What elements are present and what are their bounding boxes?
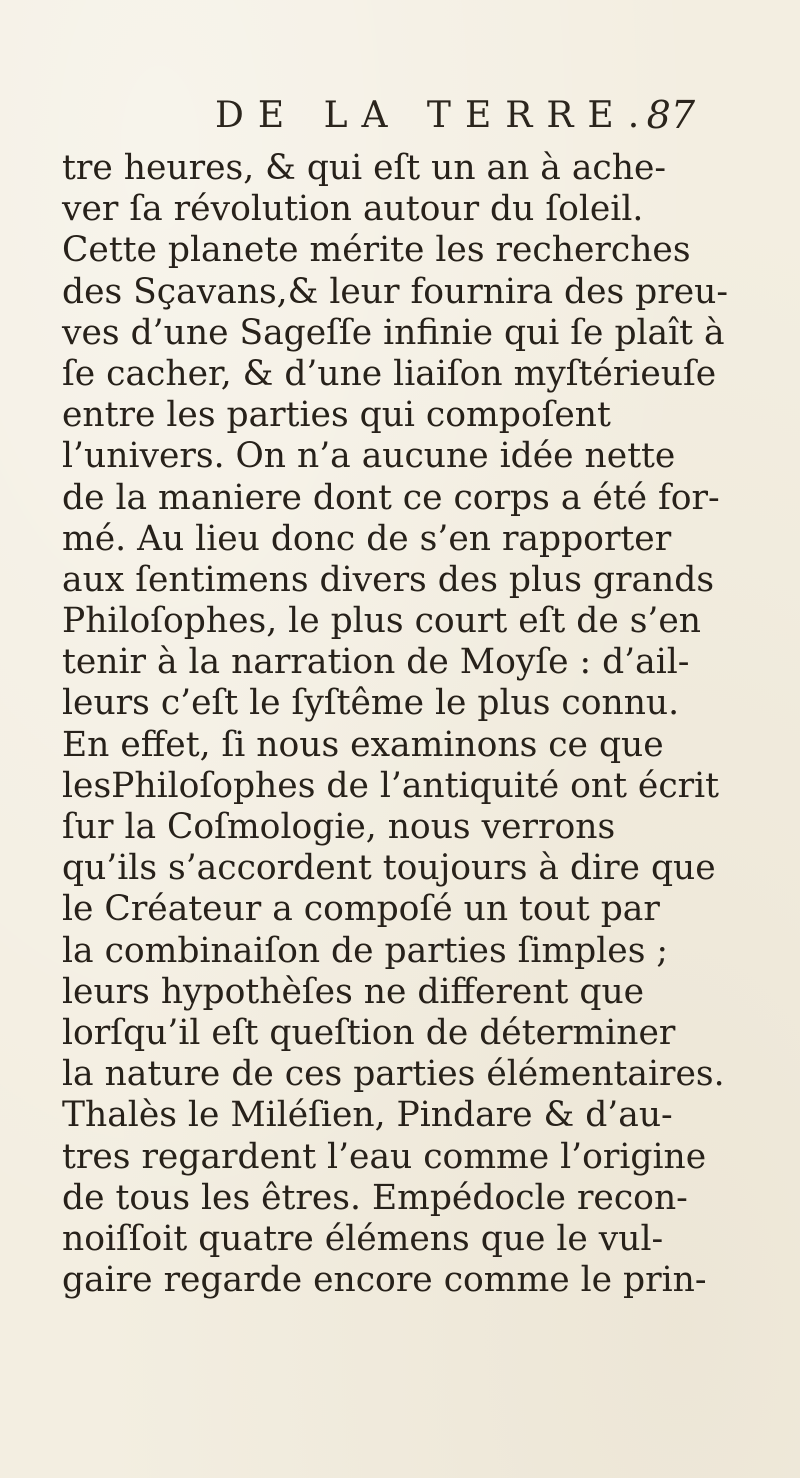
text-line: leurs c’eſt le ſyſtême le plus connu. [62, 683, 680, 724]
text-line: le Créateur a compoſé un tout par [62, 889, 660, 930]
text-line: ver ſa révolution autour du ſoleil. [62, 189, 644, 230]
text-line: Thalès le Miléſien, Pindare & d’au- [62, 1095, 673, 1136]
text-line: leurs hypothèſes ne different que [62, 971, 645, 1012]
text-line: lesPhiloſophes de l’antiquité ont écrit [62, 765, 720, 806]
text-line: la nature de ces parties élémentaires. [62, 1054, 725, 1095]
text-line: l’univers. On n’a aucune idée nette [62, 436, 676, 477]
body-text [62, 148, 800, 1301]
text-line: qu’ils s’accordent toujours à dire que [62, 848, 716, 889]
text-line: ves d’une Sageſſe infinie qui ſe plaît à [62, 312, 725, 353]
running-head-title: DE LA TERRE. [215, 95, 654, 136]
page-number: 87 [646, 93, 695, 137]
text-line: aux ſentimens divers des plus grands [62, 559, 715, 600]
text-line: de la maniere dont ce corps a été for- [62, 477, 720, 518]
text-line: ſe cacher, & d’une liaiſon myſtérieuſe [62, 353, 717, 394]
text-line: des Sçavans,& leur fournira des preu- [62, 271, 729, 312]
text-line: lorſqu’il eſt queſtion de déterminer [62, 1012, 676, 1053]
text-line: Cette planete mérite les recherches [62, 230, 691, 271]
text-line: gaire regarde encore comme le prin- [62, 1260, 707, 1301]
text-line: la combinaiſon de parties ſimples ; [62, 930, 668, 971]
text-line: noiſſoit quatre élémens que le vul- [62, 1218, 664, 1259]
text-line: tre heures, & qui eſt un an à ache- [62, 148, 667, 188]
text-line: ſur la Coſmologie, nous verrons [62, 807, 616, 847]
text-line: entre les parties qui compoſent [62, 395, 611, 436]
text-line: mé. Au lieu donc de s’en rapporter [62, 518, 672, 559]
text-line: Philoſophes, le plus court eſt de s’en [62, 601, 702, 642]
text-line: tenir à la narration de Moyſe : d’ail- [62, 642, 690, 683]
text-line: En effet, ſi nous examinons ce que [62, 724, 664, 765]
text-line: tres regardent l’eau comme l’origine [62, 1136, 707, 1177]
running-head [215, 95, 695, 135]
text-line: de tous les êtres. Empédocle recon- [62, 1177, 688, 1218]
